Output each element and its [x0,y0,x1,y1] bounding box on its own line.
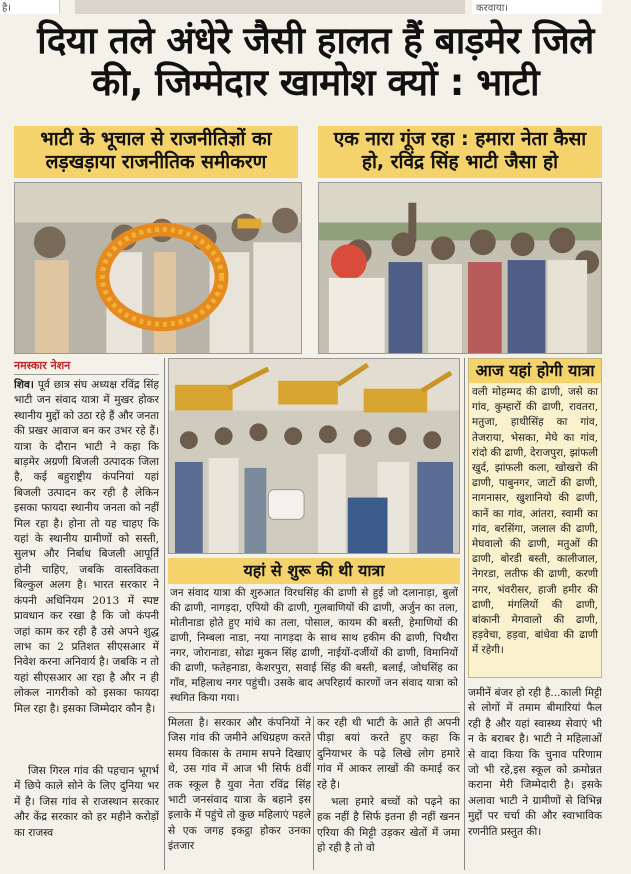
bottom-column-divider [313,716,314,870]
photo-jcb-procession [168,358,460,554]
byline: नमस्कार नेशन [14,359,71,372]
column-divider [164,358,165,870]
bottom-column-1: मिलता है। सरकार और कंपनियों ने जिस गांव की जमीने अधिग्रहण करते समय विकास के तमाम सपने दिखाए थे, उस गांव में आज भी सिर्फ 8वीं तक स्कूल है युवा नेता रविंद्र सिंह भाटी जनसंवाद यात्रा के बहाने इस इलाके में पहुंचे तो कुछ महिलाएं पहले से एक जगह इकट्ठा होकर उनका इंतजार [168,717,311,853]
right-box-body: वली मोहम्मद की ढाणी, जसे का गांव, कुम्हारों की ढाणी, रावतरा, मतुजा, हाथीसिंह का गांव, तेजराया, भेसका, मेघे का गांव, रांदो की ढाणी, देराजपुरा, झांफली खुर्द, झांफली कला, खोखरो की ढाणी, पाबुनगर, जाटों की ढाणी, नागनासर, खुशानियो की ढाणी, कानें का गांव, आंतरा, स्वामी का गांव, बरसिंगा, जलाल की ढाणी, मेघवालो की ढाणी, मतुओं की ढाणी, बोरडी बस्ती, कालीजाल, नेगरडा, लतीफ की ढाणी, करणी नगर, भंवरीसर, हाजी हमीर की ढाणी, मंगलियों की ढाणी, बांकानी मेगवालो की ढाणी, हड़वेचा, हड़वा, बांधेवा की ढाणी में रहेगी। [472,386,598,657]
right-box-title: आज यहां होगी यात्रा [469,359,601,383]
bottom-column-2: कर रही थी भाटी के आते ही अपनी पीड़ा बयां करते हुए कहा कि दुनियाभर के पढ़े लिखे लोग हमारे गांव में आकर लाखों की कमाई कर रहे है। भला हमारे बच्चों को पढ़ने का हक नहीं है सिर्फ इतना ही नहीं खनन एरिया की मिट्टी उड़कर खेतों में जमा हो रही है तो वो [317,717,460,855]
left-column-body: शिव। पूर्व छात्र संघ अध्यक्ष रविंद्र सिंह भाटी जन संवाद यात्रा में मुखर होकर स्थानीय मुद्दों को उठा रहे हैं और जनता की प्रखर आवाज बन कर उभर रहे हैं। यात्रा के दौरान भाटी ने कहा कि बाड़मेर अग्रणी बिजली उत्पादक जिला है, कई बहुराष्ट्रीय कंपनियां यहां बिजली उत्पादन कर रही है लेकिन इसका फायदा स्थानीय जनता को नहीं मिल रहा है। होना तो यह चाहए कि यहां के स्थानीय ग्रामीणों को सस्ती, सुलभ और निर्बाध बिजली आपूर्ति होनी चाहिए, जबकि वास्तविकता बिल्कुल अलग है। भारत सरकार ने कंपनी अधिनियम 2013 में स्पष्ट प्रावधान कर रखा है कि जो कंपनी जहां काम कर रही है उसे अपने शुद्ध लाभ का 2 प्रतिशत सीएसआर में निवेश करना अनिवार्य है। जबकि न तो यहां सीएसआर आ रहा है और न ही लोकल नागरीको को इसका फायदा मिल रहा है। इसका जिम्मेदार कौन है। [14,379,159,715]
dateline: शिव। [14,379,34,391]
top-right-fragment: करवाया। [472,0,602,14]
top-left-fragment: है। [0,0,60,14]
headline [8,20,623,104]
subhead-right: एक नारा गूंज रहा : हमारा नेता कैसा हो, रविंद्र सिंह भाटी जैसा हो [318,126,602,178]
photo-crowd-rally [318,182,602,354]
headline-line-1: दिया तले अंधेरे जैसी हालत हैं बाड़मेर जिले [37,19,594,62]
center-box-body: जन संवाद यात्रा की शुरुआत विरधसिंह की ढाणी से हुई जो दलानाड़ा, बुलों की ढाणी, नागड़दा, एपियो की ढाणी, गुलबाणियों की ढाणी, अर्जुन का तला, मोतीनाडा होते हुए मांधे का तला, पोसाल, कायम की बस्ती, हेमाणियों की ढाणी, निम्बला नाडा, नया नागड़दा के साथ साथ हकीम की ढाणी, पिथौरा नगर, जोरानाडा, सोढा मुकन सिंह ढाणी, नाईयों-दर्जीयों की ढाणी, विमानियों की ढाणी, फतेहनाडा, केशरपुरा, सवाई सिंह की बस्ती, बलाई, जोधसिंह का गाँव, महिलाथ नगर पहुंची। उसके बाद अपरिहार्य कारणों जन संवाद यात्रा को स्थगित किया गया। [170,587,458,704]
right-box [468,358,602,678]
center-box-rule [168,712,460,713]
top-image-strip [75,0,465,14]
right-divider [464,358,465,870]
byline-rule [14,374,159,375]
headline-line-2: की, जिम्मेदार खामोश क्यों : भाटी [91,61,540,104]
subhead-left: भाटी के भूचाल से राजनीतिज्ञों का लड़खड़ाया राजनीतिक समीकरण [14,126,298,178]
right-column-body: जमीनें बंजर हो रही है...काली मिट्टी से लोगों में तमाम बीमारियां फैल रही है और यहां स्वास्थ्य सेवाएं भी न के बराबर है। भाटी ने महिलाओं से वादा किया कि चुनाव परिणाम जो भी रहे,इस स्कूल को क्रमोन्नत कराना मेरी जिम्मेदारी है। इसके अलावा भाटी ने ग्रामीणों से विभिन्न मुद्दों पर चर्चा की और स्वाभाविक रणनीति प्रस्तुत की। [468,687,602,838]
center-box-title: यहां से शुरू की थी यात्रा [168,558,460,584]
left-column-para-2: जिस गिरल गांव की पहचान भूगर्भ में छिपे काले सोने के लिए दुनिया भर में है। जिस गांव से राजस्थान सरकार और केंद्र सरकार को हर महीने करोड़ों का राजस्व [14,765,159,839]
photo-garland-welcome [14,182,302,354]
